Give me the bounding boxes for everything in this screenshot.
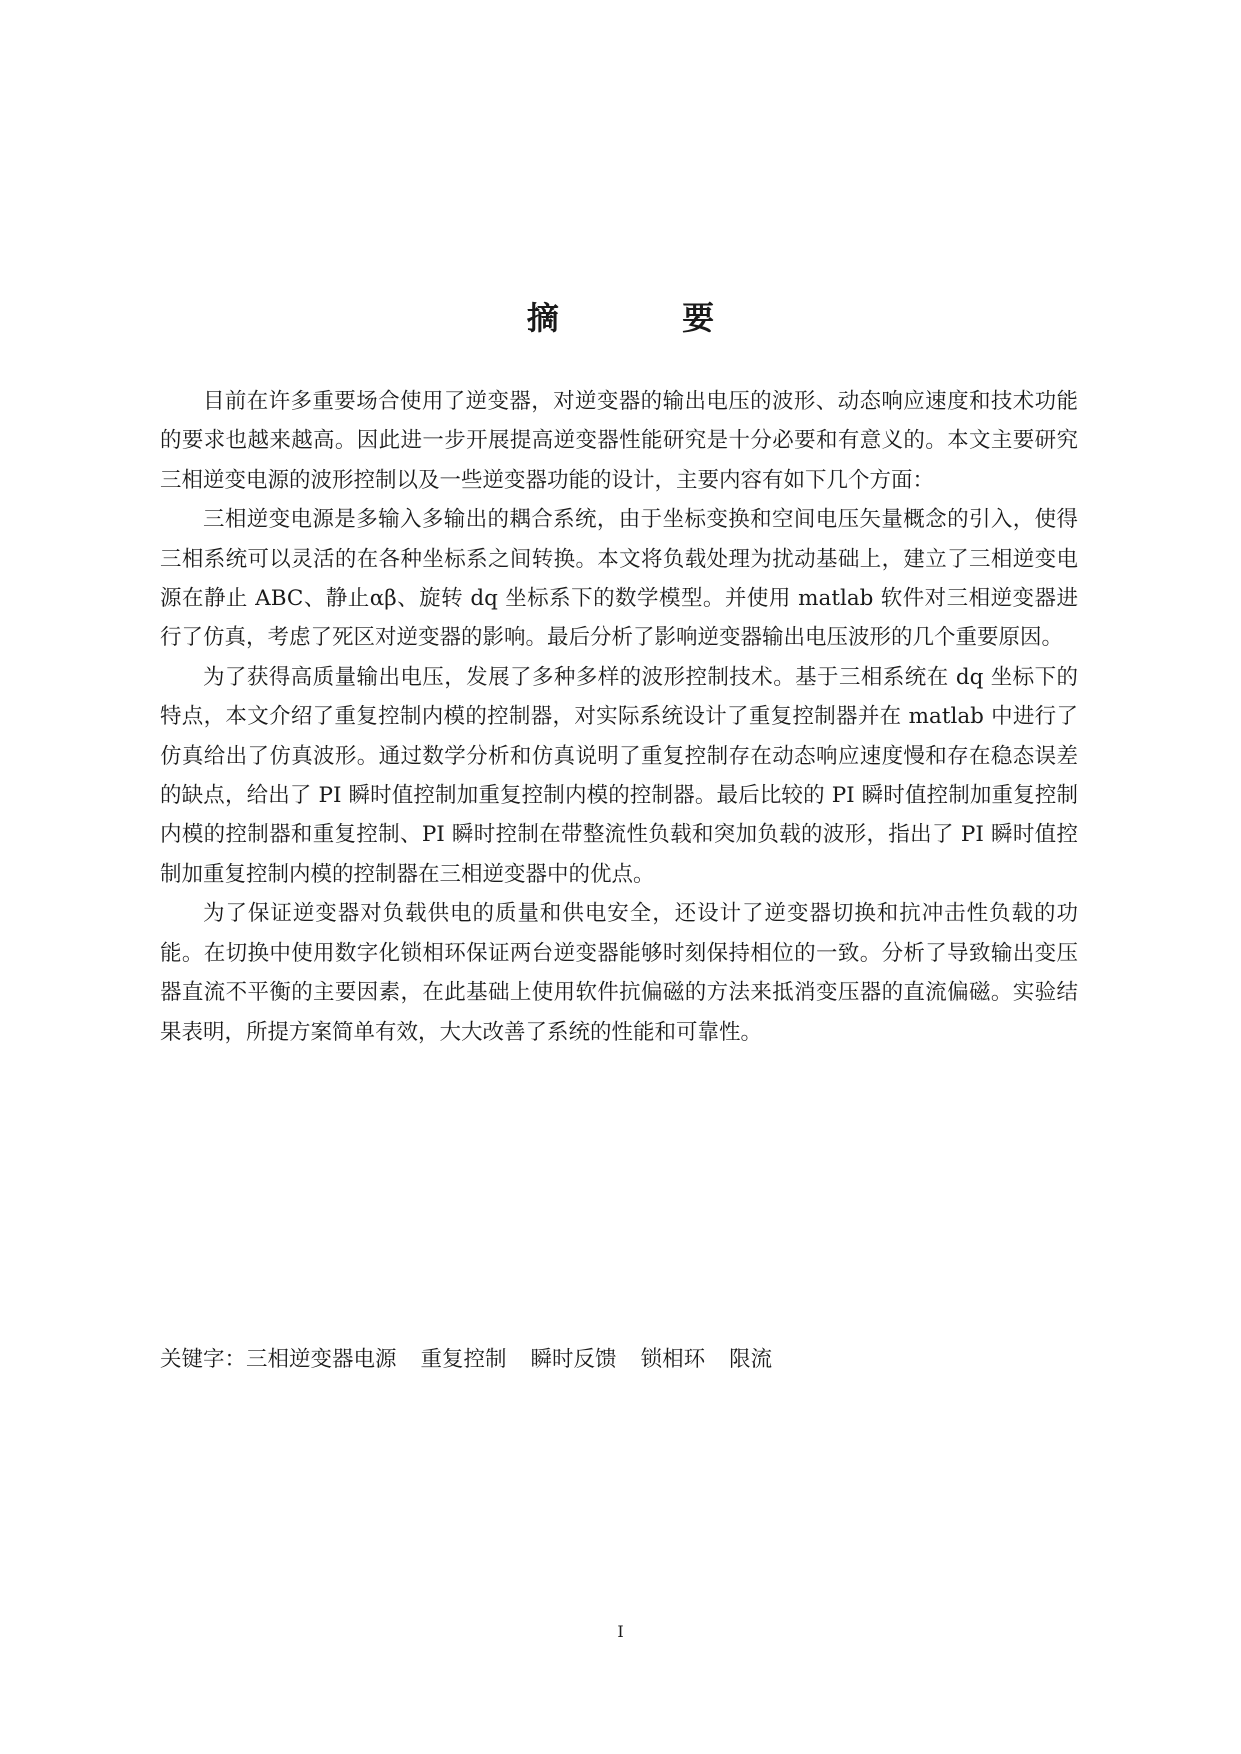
page-number: I [617,1622,624,1641]
keyword-item: 锁相环 [640,1347,706,1372]
abstract-paragraph-1: 目前在许多重要场合使用了逆变器，对逆变器的输出电压的波形、动态响应速度和技术功能的要求也越来越高。因此进一步开展提高逆变器性能研究是十分必要和有意义的。本文主要研究三相逆变电源的波形控制以及一些逆变器功能的设计，主要内容有如下几个方面： [160,389,1078,493]
keywords-line [160,1340,1078,1380]
abstract-body [160,382,1078,1088]
keywords-label: 关键字： [160,1347,247,1372]
keyword-item: 瞬时反馈 [530,1347,617,1372]
abstract-paragraph-2: 三相逆变电源是多输入多输出的耦合系统，由于坐标变换和空间电压矢量概念的引入，使得三相系统可以灵活的在各种坐标系之间转换。本文将负载处理为扰动基础上，建立了三相逆变电源在静止 ABC、静止αβ、旋转 dq 坐标系下的数学模型。并使用 matlab 软件对三相逆变器进行了仿真，考虑了死区对逆变器的影响。最后分析了影响逆变器输出电压波形的几个重要原因。 [160,507,1078,651]
keyword-item: 限流 [729,1347,773,1372]
keyword-item: 重复控制 [420,1347,507,1372]
keyword-item: 三相逆变器电源 [246,1347,397,1372]
abstract-paragraph-4: 为了保证逆变器对负载供电的质量和供电安全，还设计了逆变器切换和抗冲击性负载的功能。在切换中使用数字化锁相环保证两台逆变器能够时刻保持相位的一致。分析了导致输出变压器直流不平衡的主要因素，在此基础上使用软件抗偏磁的方法来抵消变压器的直流偏磁。实验结果表明，所提方案简单有效，大大改善了系统的性能和可靠性。 [160,901,1078,1045]
abstract-paragraph-3: 为了获得高质量输出电压，发展了多种多样的波形控制技术。基于三相系统在 dq 坐标下的特点，本文介绍了重复控制内模的控制器，对实际系统设计了重复控制器并在 matlab 中进行了仿真给出了仿真波形。通过数学分析和仿真说明了重复控制存在动态响应速度慢和存在稳态误差的缺点，给出了 PI 瞬时值控制加重复控制内模的控制器。最后比较的 PI 瞬时值控制加重复控制内模的控制器和重复控制、PI 瞬时控制在带整流性负载和突加负载的波形，指出了 PI 瞬时值控制加重复控制内模的控制器在三相逆变器中的优点。 [160,664,1078,887]
abstract-title: 摘 要 [526,299,771,337]
